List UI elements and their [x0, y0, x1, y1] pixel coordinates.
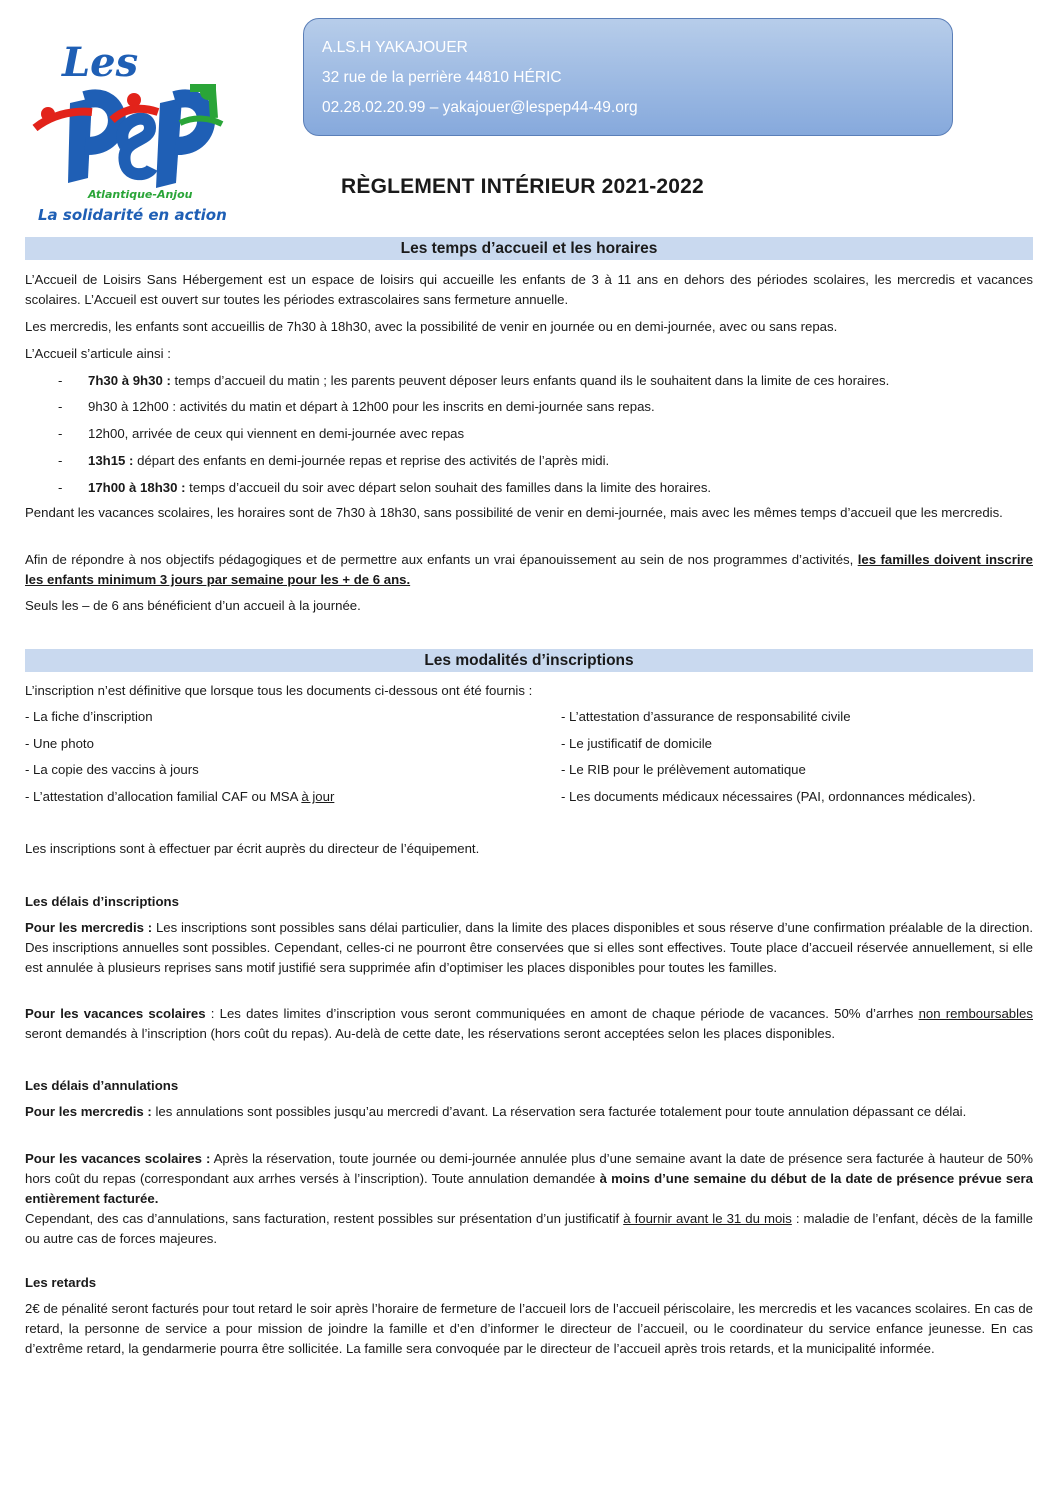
- paragraph-articulation: L’Accueil s’articule ainsi :: [25, 346, 171, 361]
- svg-text:Atlantique-Anjou: Atlantique-Anjou: [88, 188, 193, 201]
- item-time: 13h15 :: [88, 453, 134, 468]
- list-item: - Le RIB pour le prélèvement automatique: [561, 762, 806, 777]
- pep-logo-graphic: [30, 28, 230, 233]
- bullet-dash: -: [58, 426, 63, 441]
- item-text: 9h30 à 12h00 : activités du matin et départ à 12h00 pour les inscrits en demi-journée sans repas.: [88, 399, 655, 414]
- list-item-underline: à jour: [301, 789, 335, 804]
- paragraph-moins-6-ans: Seuls les – de 6 ans bénéficient d’un accueil à la journée.: [25, 598, 361, 613]
- contact-address: 32 rue de la perrière 44810 HÉRIC: [322, 69, 562, 86]
- text-annul-vacances: Après la réservation, toute journée ou demi-journée annulée plus d’une semaine avant la date de présence sera facturée à hauteur de 50% hors coût du repas (correspondant aux arrhes versés à l’inscription). Toute annulation demandée: [25, 1151, 1033, 1186]
- item-time: 17h00 à 18h30 :: [88, 480, 186, 495]
- paragraph-objectifs: [25, 550, 1033, 590]
- label-annul-mercredis: Pour les mercredis :: [25, 1104, 152, 1119]
- label-annul-vacances: Pour les vacances scolaires :: [25, 1151, 211, 1166]
- list-item: - Une photo: [25, 736, 94, 751]
- svg-text:La solidarité en action: La solidarité en action: [38, 206, 227, 224]
- svg-text:Les: Les: [62, 39, 139, 86]
- text-cependant-end: : maladie de l’enfant, décès de la famille ou autre cas de forces majeures.: [25, 1211, 1033, 1246]
- list-item: - La fiche d’inscription: [25, 709, 153, 724]
- section-heading-inscriptions: Les modalités d’inscriptions: [25, 649, 1033, 672]
- item-time: 7h30 à 9h30 :: [88, 373, 171, 388]
- pep-logo: [30, 28, 230, 233]
- bullet-dash: -: [58, 453, 63, 468]
- text-cependant: Cependant, des cas d’annulations, sans facturation, restent possibles sur présentation d’un justificatif: [25, 1211, 624, 1226]
- section-heading-horaires: Les temps d’accueil et les horaires: [25, 237, 1033, 260]
- subheading-retards: Les retards: [25, 1275, 97, 1290]
- text-cependant-underline: à fournir avant le 31 du mois: [623, 1211, 792, 1226]
- page-title: RÈGLEMENT INTÉRIEUR 2021-2022: [341, 175, 704, 198]
- list-item: [25, 787, 334, 807]
- item-text: temps d’accueil du soir avec départ selon souhait des familles dans la limite des horaires.: [185, 480, 712, 495]
- label-vacances: Pour les vacances scolaires: [25, 1006, 206, 1021]
- contact-box: [303, 18, 953, 136]
- paragraph-ecrit: Les inscriptions sont à effectuer par écrit auprès du directeur de l’équipement.: [25, 841, 480, 856]
- paragraph-retards: 2€ de pénalité seront facturés pour tout retard le soir après l’horaire de fermeture de l’accueil lors de l’accueil périscolaire, les mercredis et les vacances scolaires. En cas de retard, la personne de service a pour mission de joindre la famille et d’en d’informer le directeur de l’accueil, ou le coordinateur du service enfance jeunesse. En cas d’extrême retard, la gendarmerie pourra être sollicitée. La famille sera convoquée par le directeur de l’accueil après trois retards, et la municipalité informée.: [25, 1301, 1033, 1356]
- paragraph-annul-mercredis: [25, 1102, 1033, 1122]
- text-annul-vacances-emphasis: à moins d’une semaine du début de la date de présence prévue sera entièrement facturée.: [25, 1171, 1033, 1206]
- text-annul-mercredis: les annulations sont possibles jusqu’au mercredi d’avant. La réservation sera facturée totalement pour toute annulation dépassant ce délai.: [151, 1104, 967, 1119]
- list-item: - Les documents médicaux nécessaires (PAI, ordonnances médicales).: [561, 789, 976, 804]
- bullet-dash: -: [58, 399, 63, 414]
- label-mercredis: Pour les mercredis :: [25, 920, 153, 935]
- text-vacances: : Les dates limites d’inscription vous seront communiquées en amont de chaque période de vacances. 50% d’arrhes: [205, 1006, 919, 1021]
- objectifs-emphasis: les familles doivent inscrire les enfants minimum 3 jours par semaine pour les + de 6 ans.: [25, 552, 1033, 587]
- list-item-text: - L’attestation d’allocation familial CAF ou MSA: [25, 789, 302, 804]
- bullet-dash: -: [58, 480, 63, 495]
- text-mercredis: Les inscriptions sont possibles sans délai particulier, dans la limite des places disponibles et sous réserve d’une confirmation préalable de la direction. Des inscriptions annuelles sont possibles. Cependant, celles-ci ne pourront être conservées que si elles sont effectives. Toute place d’accueil réservée annuellement, si elle est annulée à plusieurs reprises sans motif justifié sera supprimée afin d’optimiser les places disponibles pour toutes les familles.: [25, 920, 1033, 975]
- subheading-delais-inscriptions: Les délais d’inscriptions: [25, 894, 179, 909]
- item-text: temps d’accueil du matin ; les parents peuvent déposer leurs enfants quand ils le souhaitent dans la limite de ces horaires.: [170, 373, 890, 388]
- paragraph-inscr-mercredis: [25, 918, 1033, 978]
- list-item: - L’attestation d’assurance de responsabilité civile: [561, 709, 851, 724]
- item-text: départ des enfants en demi-journée repas et reprise des activités de l’après midi.: [133, 453, 610, 468]
- paragraph-cependant: [25, 1209, 1033, 1249]
- paragraph-intro: L’Accueil de Loisirs Sans Hébergement est un espace de loisirs qui accueille les enfants de 3 à 11 ans en dehors des périodes scolaires, les mercredis et vacances scolaires. L’Accueil est ouvert sur toutes les périodes extrascolaires sans fermeture annuelle.: [25, 272, 1033, 307]
- paragraph-mercredis: Les mercredis, les enfants sont accueillis de 7h30 à 18h30, avec la possibilité de venir en journée ou en demi-journée, avec ou sans repas.: [25, 319, 838, 334]
- objectifs-text: Afin de répondre à nos objectifs pédagogiques et de permettre aux enfants un vrai épanouissement au sein de nos programmes d’activités,: [25, 552, 858, 567]
- paragraph-vacances: Pendant les vacances scolaires, les horaires sont de 7h30 à 18h30, sans possibilité de venir en demi-journée, mais avec les mêmes temps d’accueil que les mercredis.: [25, 505, 1003, 520]
- text-vacances-end: seront demandés à l’inscription (hors coût du repas). Au-delà de cette date, les réservations seront acceptées selon les places disponibles.: [25, 1026, 836, 1041]
- paragraph-inscription-intro: L’inscription n’est définitive que lorsque tous les documents ci-dessous ont été fournis :: [25, 683, 533, 698]
- subheading-delais-annulations: Les délais d’annulations: [25, 1078, 179, 1093]
- contact-name: A.LS.H YAKAJOUER: [322, 39, 468, 56]
- list-item: - La copie des vaccins à jours: [25, 762, 199, 777]
- contact-phone-email: 02.28.02.20.99 – yakajouer@lespep44-49.org: [322, 99, 638, 116]
- item-text: 12h00, arrivée de ceux qui viennent en demi-journée avec repas: [88, 426, 465, 441]
- bullet-dash: -: [58, 373, 63, 388]
- paragraph-annul-vacances: [25, 1149, 1033, 1209]
- list-item: - Le justificatif de domicile: [561, 736, 712, 751]
- paragraph-inscr-vacances: [25, 1004, 1033, 1044]
- text-vacances-underline: non remboursables: [918, 1006, 1033, 1021]
